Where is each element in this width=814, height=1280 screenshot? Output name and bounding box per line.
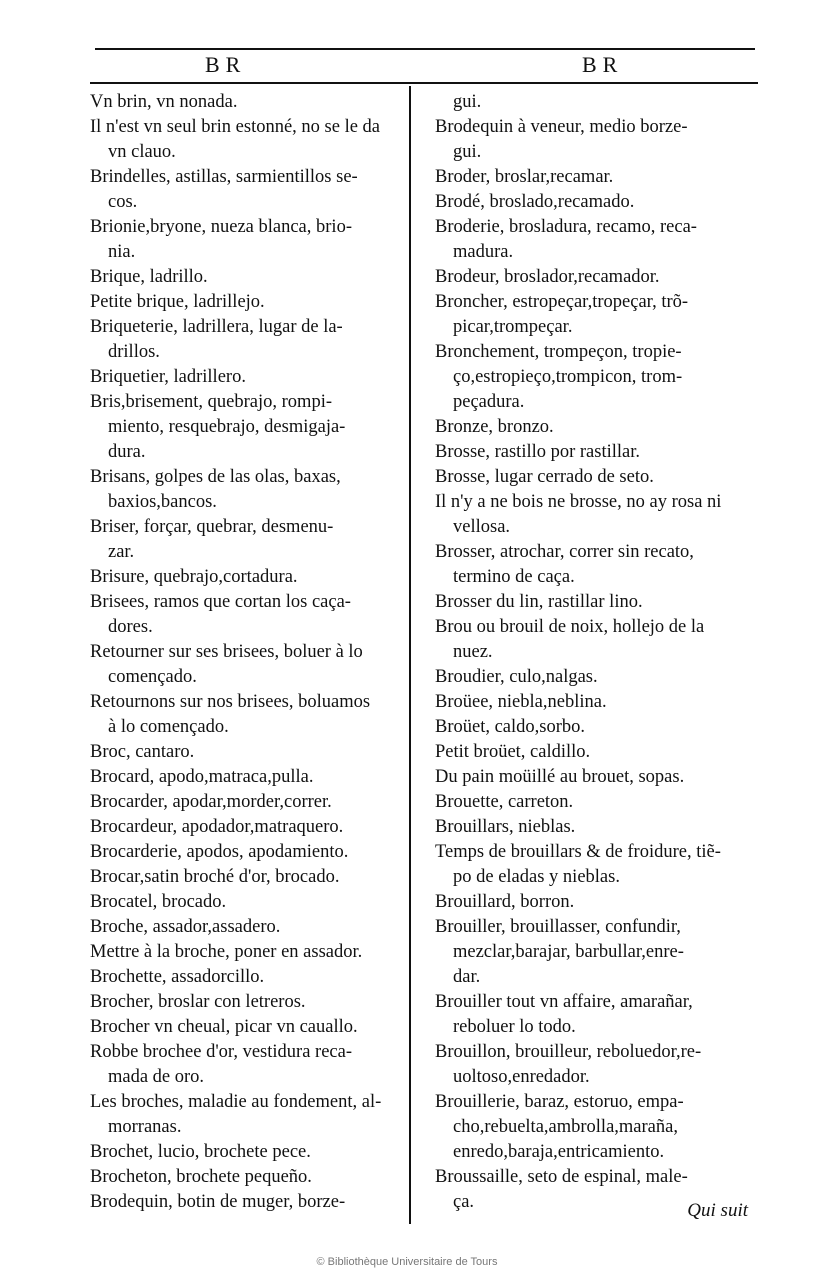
entry-line: Brosser, atrochar, correr sin recato, <box>435 542 694 562</box>
entry-line: Brocheton, brochete pequeño. <box>90 1167 312 1187</box>
entry-line: Temps de brouillars & de froidure, tiẽ- <box>435 842 721 862</box>
entry-line: Brou ou brouil de noix, hollejo de la <box>435 617 705 637</box>
entry-line: Broüee, niebla,neblina. <box>435 692 607 712</box>
entry-line: Les broches, maladie au fondement, al- <box>90 1092 382 1112</box>
entry-line: picar,trompeçar. <box>453 317 573 337</box>
library-credit: © Bibliothèque Universitaire de Tours <box>316 1256 498 1268</box>
entry-line: Brindelles, astillas, sarmientillos se- <box>90 167 358 187</box>
entry-line: peçadura. <box>453 392 525 412</box>
entry-line: cho,rebuelta,ambrolla,maraña, <box>453 1117 678 1137</box>
entry-line: Vn brin, vn nonada. <box>90 92 238 112</box>
entry-line: Il n'y a ne bois ne brosse, no ay rosa ni <box>435 492 722 512</box>
entry-line: Brocher vn cheual, picar vn cauallo. <box>90 1017 358 1037</box>
entry-line: zar. <box>108 542 135 562</box>
entry-line: drillos. <box>108 342 160 362</box>
column-divider <box>409 86 411 1224</box>
entry-line: Broder, broslar,recamar. <box>435 167 614 187</box>
entry-line: dar. <box>453 967 481 987</box>
entry-line: nia. <box>108 242 136 262</box>
entry-line: Brocarder, apodar,morder,correr. <box>90 792 332 812</box>
catchword: Qui suit <box>687 1200 748 1221</box>
entry-line: Broüet, caldo,sorbo. <box>435 717 586 737</box>
entry-line: Broc, cantaro. <box>90 742 195 762</box>
entry-line: Brouillon, brouilleur, reboluedor,re- <box>435 1042 702 1062</box>
entry-line: madura. <box>453 242 514 262</box>
entry-line: ço,estropieço,trompicon, trom- <box>453 367 683 387</box>
entry-line: Bronze, bronzo. <box>435 417 554 437</box>
entry-line: Mettre à la broche, poner en assador. <box>90 942 363 962</box>
entry-line: mezclar,barajar, barbullar,enre- <box>453 942 684 962</box>
entry-line: Brocard, apodo,matraca,pulla. <box>90 767 314 787</box>
running-head-right: BR <box>582 52 624 77</box>
entry-line: à lo començado. <box>108 717 229 737</box>
entry-line: Brosse, rastillo por rastillar. <box>435 442 641 462</box>
entry-line: Broussaille, seto de espinal, male- <box>435 1167 688 1187</box>
entry-line: Petit broüet, caldillo. <box>435 742 591 762</box>
entry-line: Brodequin, botin de muger, borze- <box>90 1192 346 1212</box>
entry-line: Brosse, lugar cerrado de seto. <box>435 467 654 487</box>
entry-line: Robbe brochee d'or, vestidura reca- <box>90 1042 352 1062</box>
entry-line: Briquetier, ladrillero. <box>90 367 246 387</box>
entry-line: Broderie, brosladura, recamo, reca- <box>435 217 697 237</box>
entry-line: enredo,baraja,entricamiento. <box>453 1142 665 1162</box>
entry-line: Brouillard, borron. <box>435 892 575 912</box>
entry-line: Brisure, quebrajo,cortadura. <box>90 567 298 587</box>
entry-line: Broncher, estropeçar,tropeçar, trõ- <box>435 292 689 312</box>
entry-line: nuez. <box>453 642 493 662</box>
entry-line: vellosa. <box>453 517 511 537</box>
entry-line: Briqueterie, ladrillera, lugar de la- <box>90 317 343 337</box>
entry-line: Brisans, golpes de las olas, baxas, <box>90 467 341 487</box>
entry-line: mada de oro. <box>108 1067 205 1087</box>
entry-line: Brocar,satin broché d'or, brocado. <box>90 867 340 887</box>
entry-line: baxios,bancos. <box>108 492 217 512</box>
entry-line: gui. <box>453 142 482 162</box>
entry-line: Brosser du lin, rastillar lino. <box>435 592 643 612</box>
entry-line: Brodé, broslado,recamado. <box>435 192 635 212</box>
header-rule <box>90 82 758 84</box>
entry-line: Bris,brisement, quebrajo, rompi- <box>90 392 332 412</box>
entry-line: Brocatel, brocado. <box>90 892 227 912</box>
entry-line: Brouillerie, baraz, estoruo, empa- <box>435 1092 684 1112</box>
entry-line: ça. <box>453 1192 475 1212</box>
entry-line: miento, resquebrajo, desmigaja- <box>108 417 346 437</box>
entry-line: Retournons sur nos brisees, boluamos <box>90 692 371 712</box>
running-head-left: BR <box>205 52 247 77</box>
entry-line: uoltoso,enredador. <box>453 1067 590 1087</box>
entry-line: Petite brique, ladrillejo. <box>90 292 265 312</box>
entry-line: Brionie,bryone, nueza blanca, brio- <box>90 217 352 237</box>
entry-line: reboluer lo todo. <box>453 1017 576 1037</box>
entry-line: Brocher, broslar con letreros. <box>90 992 306 1012</box>
entry-line: Brisees, ramos que cortan los caça- <box>90 592 351 612</box>
entry-line: Brodeur, broslador,recamador. <box>435 267 660 287</box>
entry-line: gui. <box>453 92 482 112</box>
entry-line: dura. <box>108 442 146 462</box>
entry-line: Broche, assador,assadero. <box>90 917 281 937</box>
left-column <box>90 90 402 1215</box>
entry-line: Brouiller tout vn affaire, amarañar, <box>435 992 693 1012</box>
right-column <box>435 90 751 1215</box>
entry-line: Bronchement, trompeçon, tropie- <box>435 342 682 362</box>
entry-line: dores. <box>108 617 153 637</box>
entry-line: Brocarderie, apodos, apodamiento. <box>90 842 349 862</box>
entry-line: morranas. <box>108 1117 182 1137</box>
entry-line: Retourner sur ses brisees, boluer à lo <box>90 642 363 662</box>
entry-line: Il n'est vn seul brin estonné, no se le da <box>90 117 381 137</box>
entry-line: Du pain moüillé au brouet, sopas. <box>435 767 685 787</box>
entry-line: Broudier, culo,nalgas. <box>435 667 598 687</box>
entry-line: començado. <box>108 667 197 687</box>
entry-line: Brochet, lucio, brochete pece. <box>90 1142 311 1162</box>
entry-line: Brochette, assadorcillo. <box>90 967 265 987</box>
entry-line: po de eladas y nieblas. <box>453 867 620 887</box>
entry-line: Brodequin à veneur, medio borze- <box>435 117 688 137</box>
entry-line: Brocardeur, apodador,matraquero. <box>90 817 344 837</box>
entry-line: Brouillars, nieblas. <box>435 817 576 837</box>
entry-line: cos. <box>108 192 138 212</box>
top-rule <box>95 48 755 50</box>
entry-line: Brique, ladrillo. <box>90 267 208 287</box>
entry-line: termino de caça. <box>453 567 575 587</box>
entry-line: Brouette, carreton. <box>435 792 574 812</box>
entry-line: vn clauo. <box>108 142 176 162</box>
entry-line: Brouiller, brouillasser, confundir, <box>435 917 681 937</box>
entry-line: Briser, forçar, quebrar, desmenu- <box>90 517 334 537</box>
